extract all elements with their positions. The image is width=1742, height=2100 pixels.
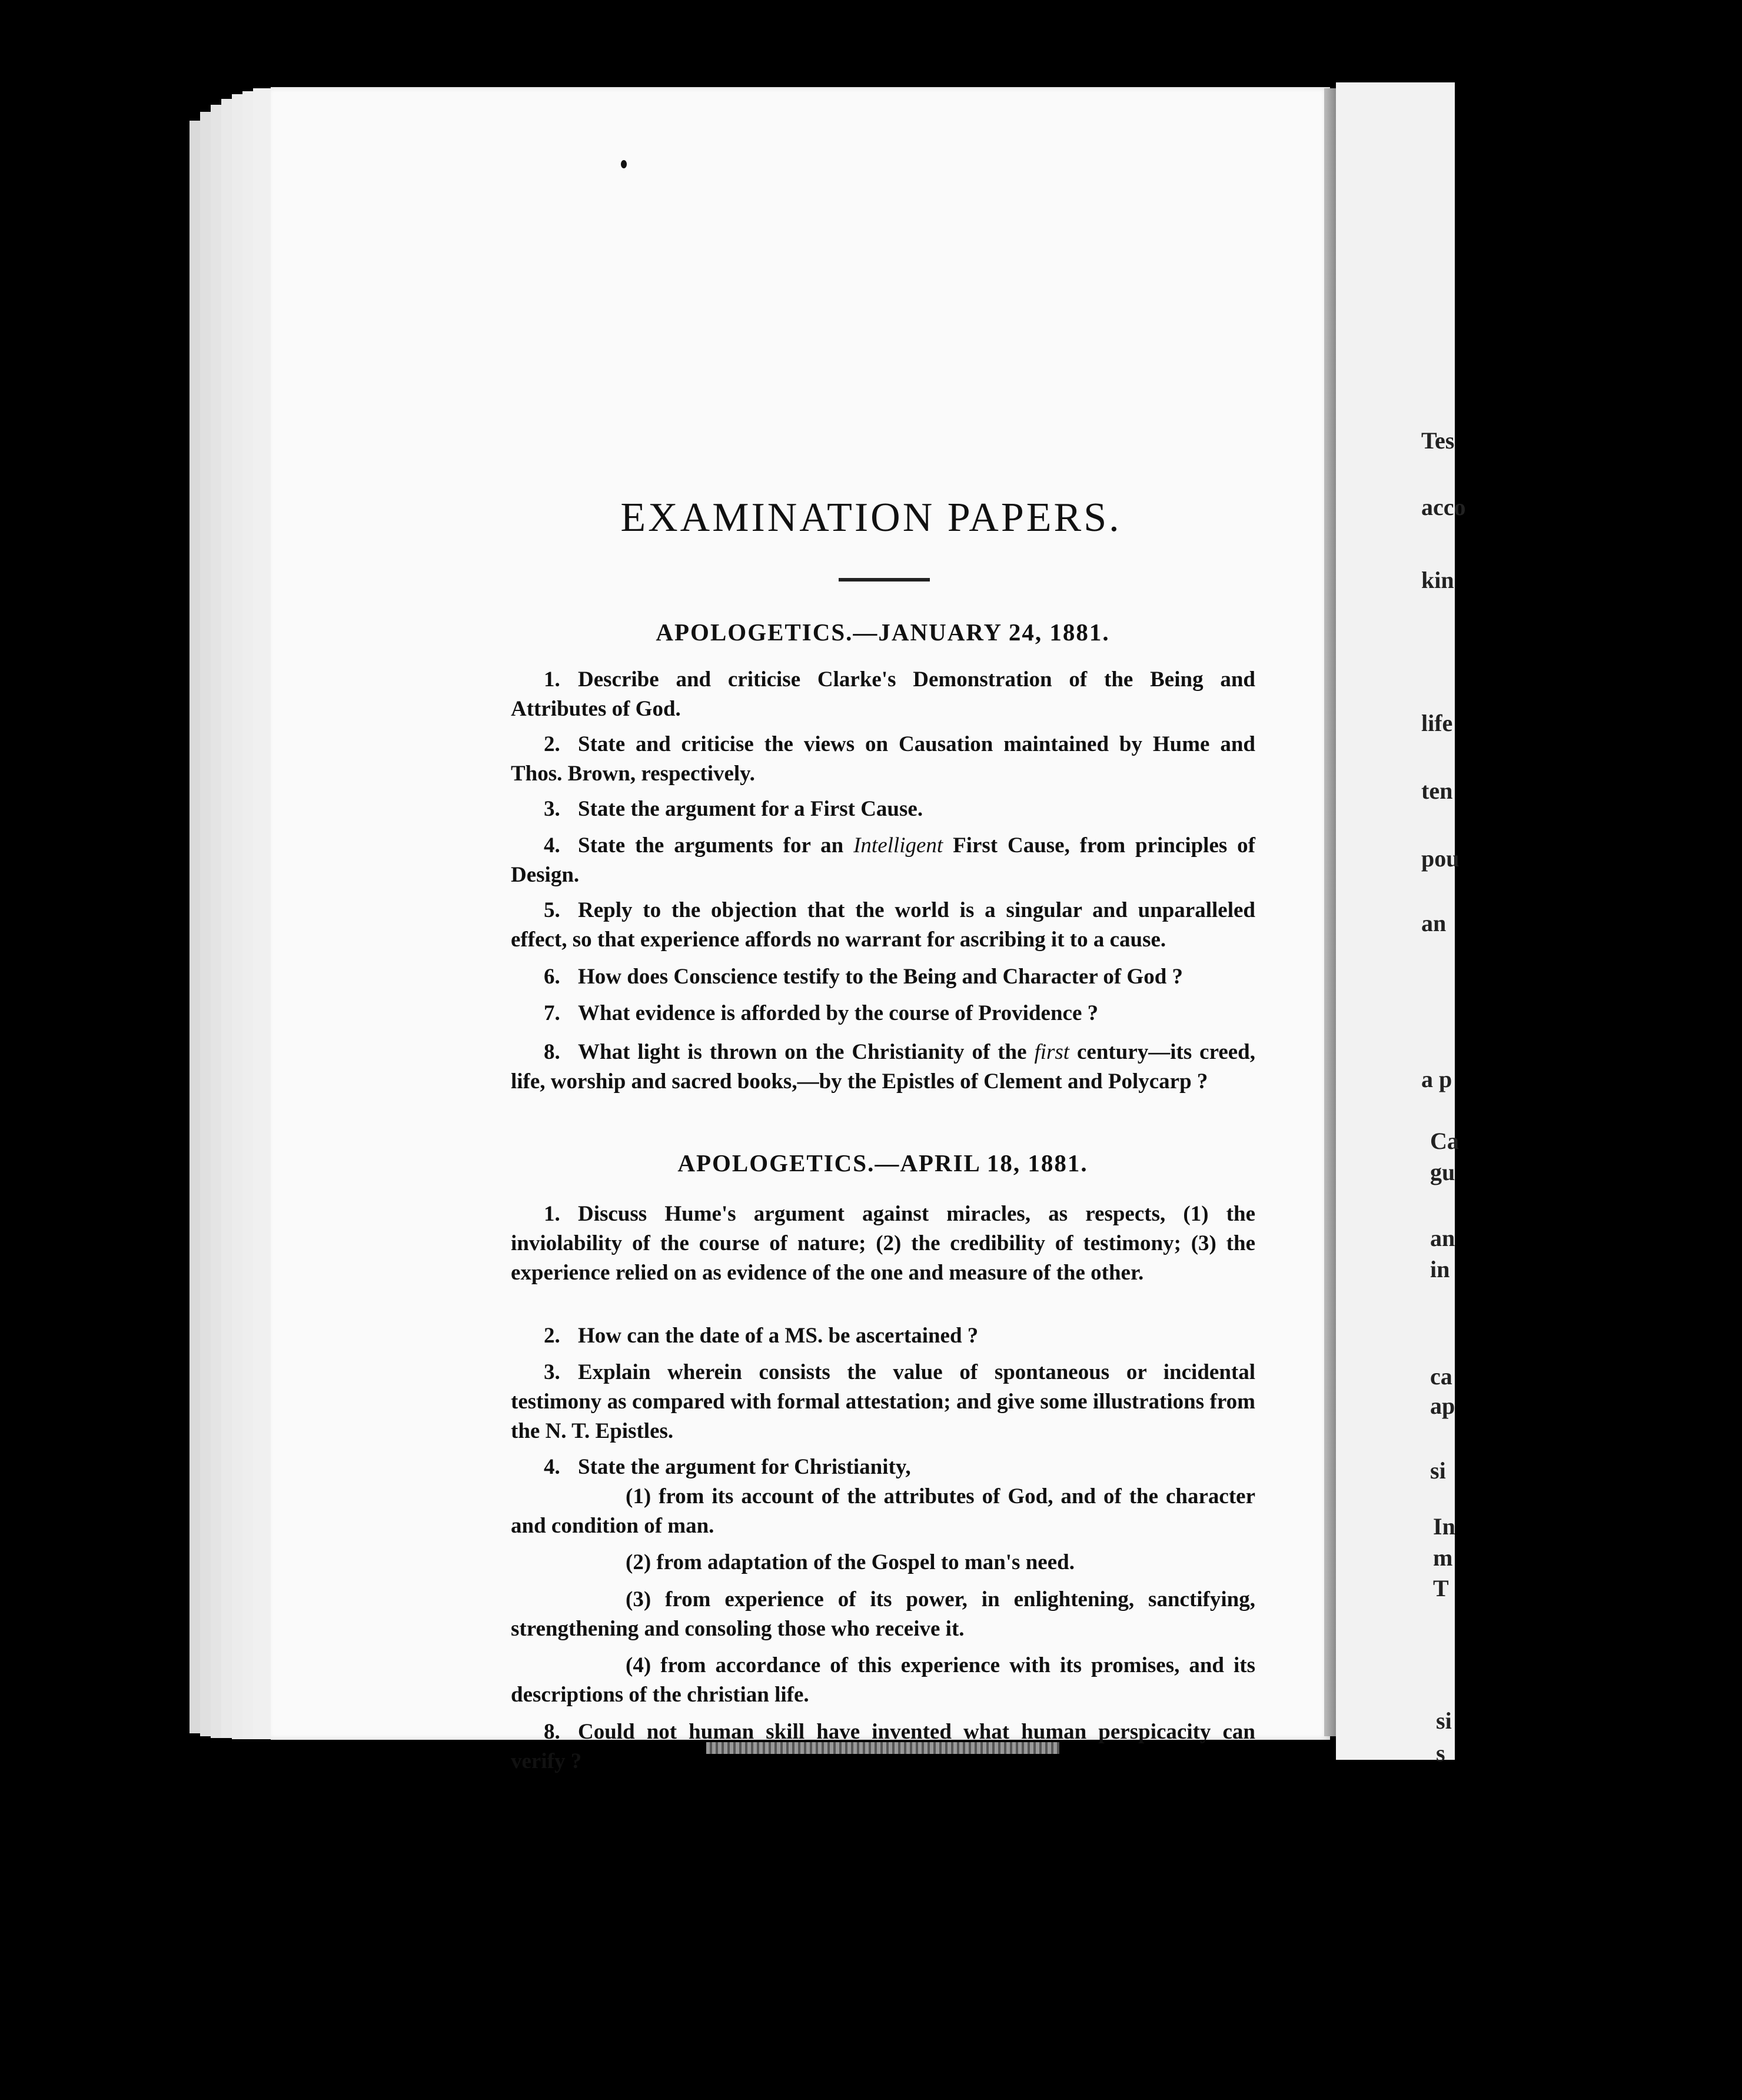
section-heading: APOLOGETICS.—JANUARY 24, 1881. xyxy=(656,619,1110,646)
facing-fragment: in xyxy=(1430,1256,1450,1282)
question-text: State and criticise the views on Causation maintained by Hume and Thos. Brown, respectively. xyxy=(511,732,1255,786)
facing-fragment: ap xyxy=(1430,1393,1455,1419)
facing-fragment: T xyxy=(1433,1575,1449,1601)
ink-speck xyxy=(621,160,627,168)
question-text: State the argument for Christianity, xyxy=(578,1455,911,1479)
question-number: 4. xyxy=(544,833,560,858)
question-number: 3. xyxy=(544,1360,560,1384)
facing-fragment: Tes xyxy=(1421,427,1455,454)
question-emphasis: Intelligent xyxy=(853,833,943,858)
question-emphasis: first xyxy=(1034,1040,1070,1064)
question-number: 1. xyxy=(544,667,560,692)
question-number: 6. xyxy=(544,965,560,989)
facing-fragment: gu xyxy=(1430,1159,1455,1185)
question xyxy=(511,1358,1255,1446)
question-text: First Cause, from principles of Design. xyxy=(511,833,1255,887)
facing-fragment: ca xyxy=(1430,1363,1452,1390)
facing-fragment: s xyxy=(1436,1740,1445,1766)
facing-fragment: a p xyxy=(1421,1066,1452,1092)
page-edge xyxy=(253,88,272,1739)
question-text: What light is thrown on the Christianity of the xyxy=(578,1040,1035,1064)
question xyxy=(511,1199,1255,1288)
sub-item-text: (4) from accordance of this experience with its promises, and its descriptions of the christian life. xyxy=(511,1653,1255,1707)
facing-fragment: pou xyxy=(1421,845,1460,872)
question-number: 4. xyxy=(544,1455,560,1479)
title-rule xyxy=(839,578,930,582)
question xyxy=(511,730,1255,789)
question-text: How does Conscience testify to the Being and Character of God ? xyxy=(578,965,1184,989)
sub-item xyxy=(511,1585,1255,1644)
facing-fragment: acco xyxy=(1421,494,1466,520)
question-text: Could not human skill have invented what human perspicacity can verify ? xyxy=(511,1720,1255,1773)
question-text: Describe and criticise Clarke's Demonstration of the Being and Attributes of God. xyxy=(511,667,1255,721)
sub-item-text: (3) from experience of its power, in enlightening, sanctifying, strengthening and consoling those who receive it. xyxy=(511,1587,1255,1641)
facing-fragment: In xyxy=(1433,1513,1455,1540)
question-number: 8. xyxy=(544,1040,560,1064)
question-text: State the arguments for an xyxy=(578,833,854,858)
book-gutter xyxy=(1324,88,1336,1736)
facing-fragment: si xyxy=(1436,1707,1452,1734)
sub-item xyxy=(511,1482,1255,1541)
question xyxy=(511,1321,1255,1351)
facing-fragment: life xyxy=(1421,710,1453,736)
question-number: 5. xyxy=(544,898,560,922)
question-number: 2. xyxy=(544,732,560,756)
section-heading: APOLOGETICS.—APRIL 18, 1881. xyxy=(677,1149,1088,1177)
question xyxy=(511,795,1255,824)
question-number: 7. xyxy=(544,1001,560,1025)
question xyxy=(511,831,1255,890)
question-number: 1. xyxy=(544,1202,560,1226)
question-text: State the argument for a First Cause. xyxy=(578,797,923,821)
question-text: Explain wherein consists the value of spontaneous or incidental testimony as compared with formal attestation; and give some illustrations from the N. T. Epistles. xyxy=(511,1360,1255,1443)
question-number: 2. xyxy=(544,1324,560,1348)
facing-fragment: m xyxy=(1433,1544,1453,1571)
question xyxy=(511,1453,1255,1482)
facing-fragment: an xyxy=(1421,910,1447,936)
sub-item-text: (1) from its account of the attributes of God, and of the character and condition of man. xyxy=(511,1484,1255,1538)
facing-fragment: kin xyxy=(1421,567,1454,593)
question-text: Reply to the objection that the world is a singular and unparalleled effect, so that experience affords no warrant for ascribing it to a cause. xyxy=(511,898,1255,952)
question xyxy=(511,1717,1255,1776)
question-text: What evidence is afforded by the course of Providence ? xyxy=(578,1001,1099,1025)
sub-item xyxy=(511,1651,1255,1710)
question-number: 3. xyxy=(544,797,560,821)
sub-item-text: (2) from adaptation of the Gospel to man's need. xyxy=(626,1550,1075,1574)
facing-fragment: Ca xyxy=(1430,1128,1459,1154)
facing-fragment: an xyxy=(1430,1225,1455,1251)
facing-fragment: ten xyxy=(1421,777,1453,804)
sub-item xyxy=(511,1548,1255,1577)
question xyxy=(511,1038,1255,1096)
question xyxy=(511,665,1255,724)
question-text: Discuss Hume's argument against miracles, as respects, (1) the inviolability of the course of nature; (2) the credibility of testimony; (3) the experience relied on as evidence of the one and measure of the other. xyxy=(511,1202,1255,1285)
question xyxy=(511,999,1255,1028)
question-text: How can the date of a MS. be ascertained ? xyxy=(578,1324,979,1348)
question xyxy=(511,962,1255,992)
question xyxy=(511,896,1255,955)
question-text: century—its creed, life, worship and sacred books,—by the Epistles of Clement and Polycarp ? xyxy=(511,1040,1255,1094)
page-title: EXAMINATION PAPERS. xyxy=(620,495,1122,540)
facing-fragment: si xyxy=(1430,1457,1446,1484)
question-number: 8. xyxy=(544,1720,560,1744)
